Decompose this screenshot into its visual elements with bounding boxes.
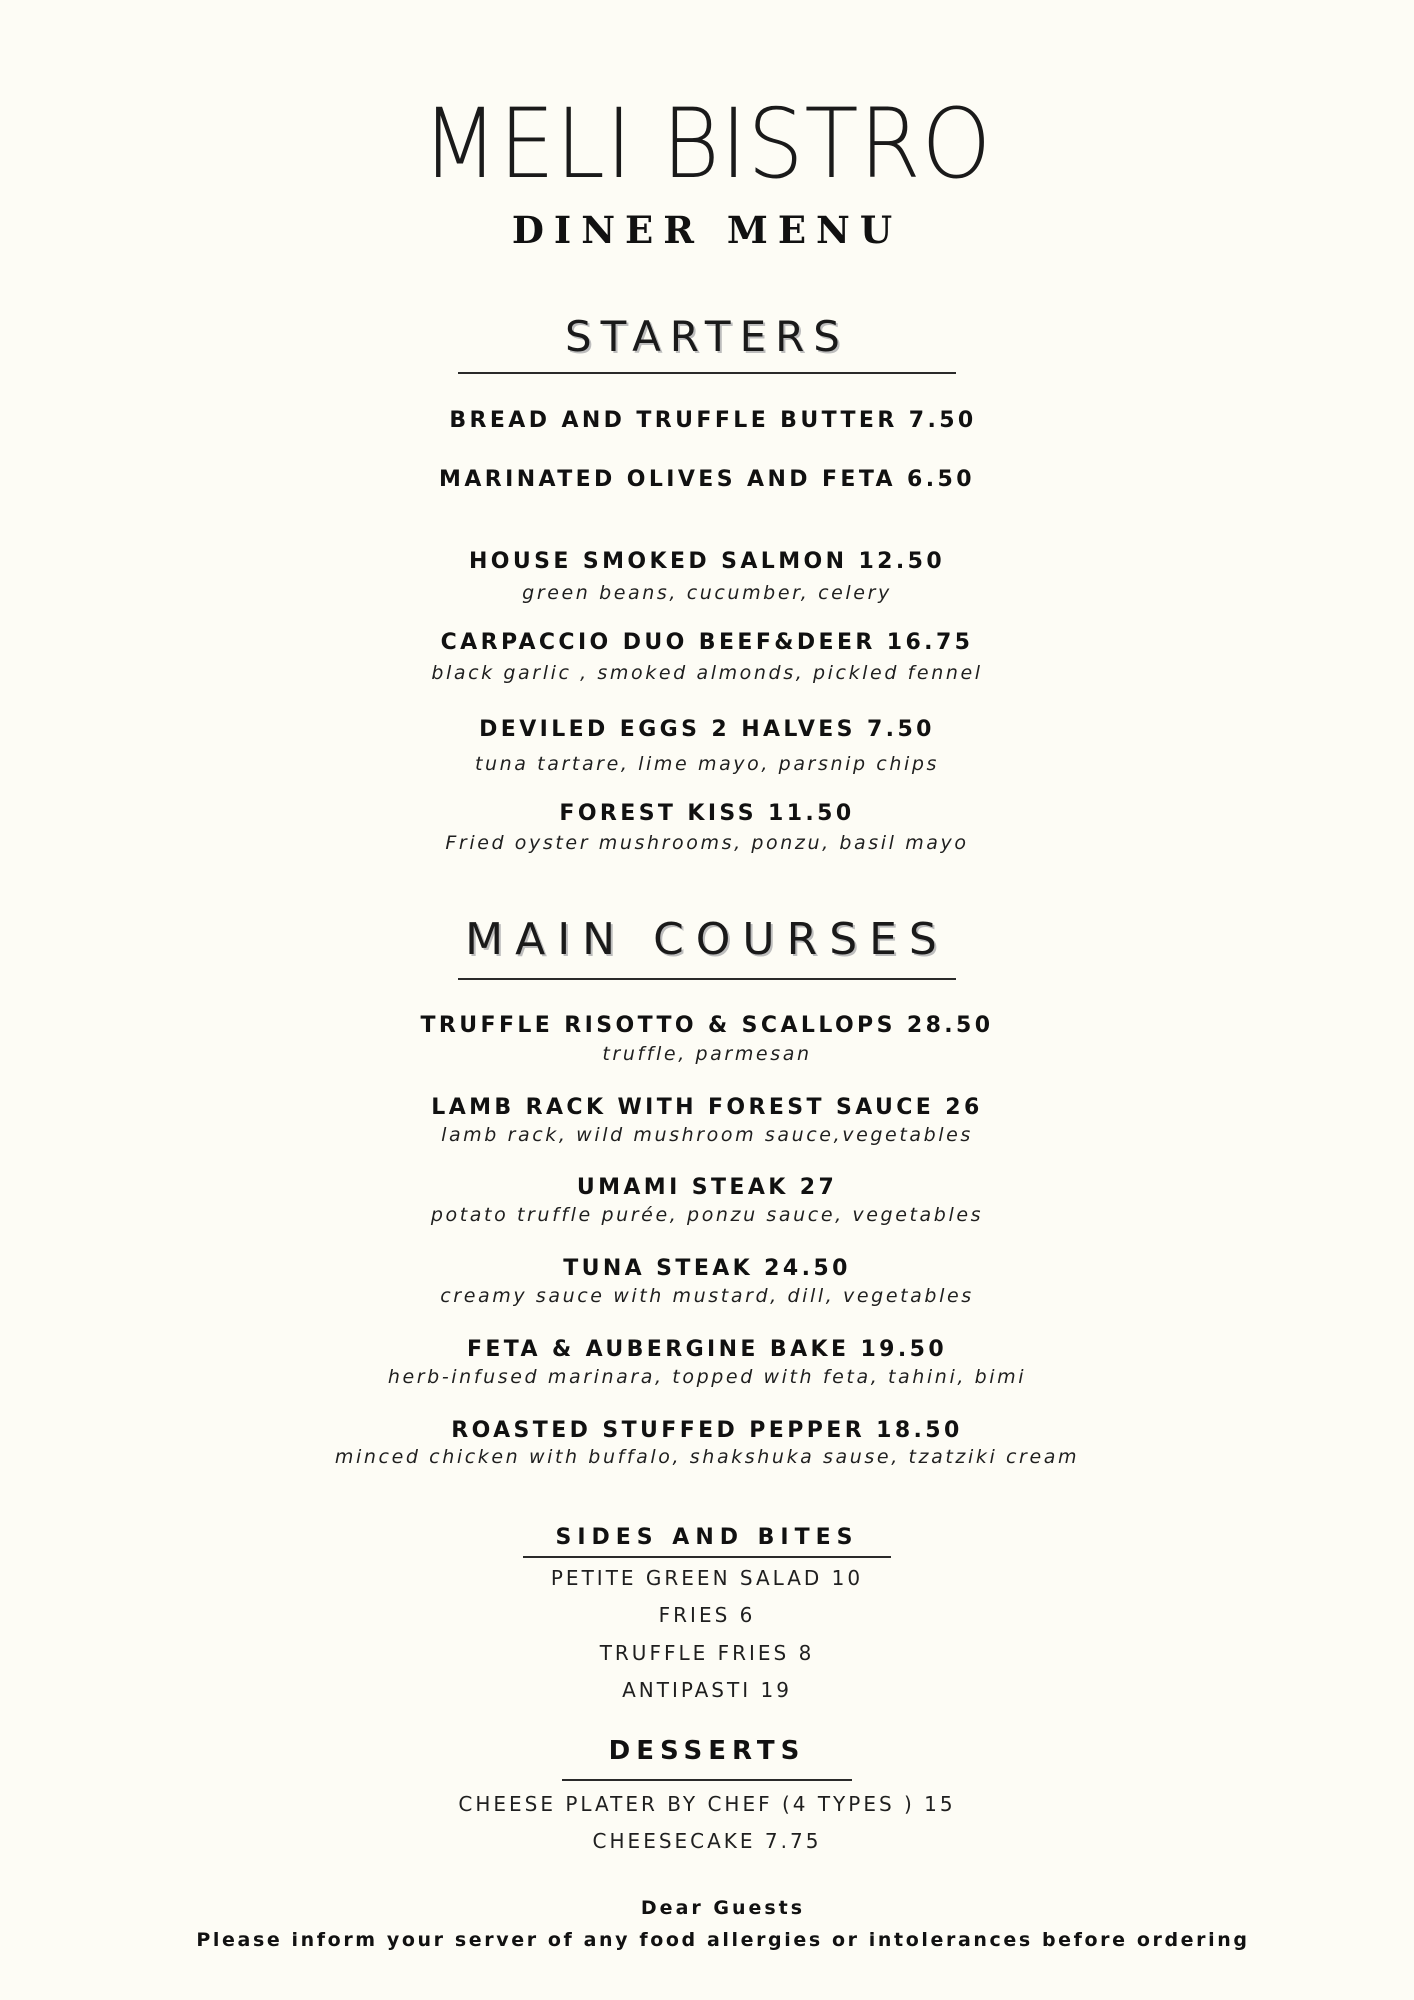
starter-item-name: BREAD AND TRUFFLE BUTTER 7.50 [449,408,977,433]
main-item-name: TUNA STEAK 24.50 [563,1256,851,1281]
dessert-item: CHEESECAKE 7.75 [592,1829,822,1853]
sides-heading: SIDES AND BITES [555,1525,859,1550]
side-item: PETITE GREEN SALAD 10 [550,1566,864,1590]
main-item-description: minced chicken with buffalo, shakshuka sause, tzatziki cream [334,1446,1080,1468]
main-item-name: LAMB RACK WITH FOREST SAUCE 26 [431,1095,983,1120]
main-item-description: potato truffle purée, ponzu sauce, vegetables [430,1204,984,1226]
main-item-name: ROASTED STUFFED PEPPER 18.50 [451,1418,963,1443]
main-courses-heading: MAIN COURSES [465,914,949,965]
side-item: ANTIPASTI 19 [622,1678,792,1702]
dessert-item: CHEESE PLATER BY CHEF (4 TYPES ) 15 [458,1792,956,1816]
side-item: FRIES 6 [658,1603,756,1627]
sides-divider [523,1556,891,1558]
starter-item-name: DEVILED EGGS 2 HALVES 7.50 [479,717,935,742]
starters-heading: STARTERS [565,312,849,361]
starter-item-description: green beans, cucumber, celery [522,582,892,604]
starter-item-description: tuna tartare, lime mayo, parsnip chips [474,753,940,775]
desserts-divider [562,1779,852,1781]
menu-subtitle: DINER MENU [511,208,903,252]
restaurant-name: MELI BISTRO [421,88,993,200]
starters-divider [458,372,956,374]
side-item: TRUFFLE FRIES 8 [599,1641,815,1665]
starter-item-name: MARINATED OLIVES AND FETA 6.50 [439,467,975,492]
main-courses-divider [458,978,956,980]
main-item-description: lamb rack, wild mushroom sauce,vegetables [441,1124,973,1146]
starter-item-description: Fried oyster mushrooms, ponzu, basil mayo [445,832,969,854]
guest-greeting: Dear Guests [640,1897,806,1919]
main-item-description: truffle, parmesan [602,1043,812,1065]
main-item-description: creamy sauce with mustard, dill, vegetables [440,1285,974,1307]
main-item-name: FETA & AUBERGINE BAKE 19.50 [466,1337,948,1362]
starter-item-name: FOREST KISS 11.50 [559,801,855,826]
starter-item-name: CARPACCIO DUO BEEF&DEER 16.75 [440,630,974,655]
main-item-name: UMAMI STEAK 27 [576,1175,838,1200]
starter-item-name: HOUSE SMOKED SALMON 12.50 [468,549,946,574]
starter-item-description: black garlic , smoked almonds, pickled fennel [431,662,983,684]
desserts-heading: DESSERTS [608,1736,806,1766]
main-item-name: TRUFFLE RISOTTO & SCALLOPS 28.50 [420,1013,994,1038]
allergy-notice: Please inform your server of any food allergies or intolerances before ordering [196,1929,1250,1951]
main-item-description: herb-infused marinara, topped with feta, tahini, bimi [387,1366,1027,1388]
